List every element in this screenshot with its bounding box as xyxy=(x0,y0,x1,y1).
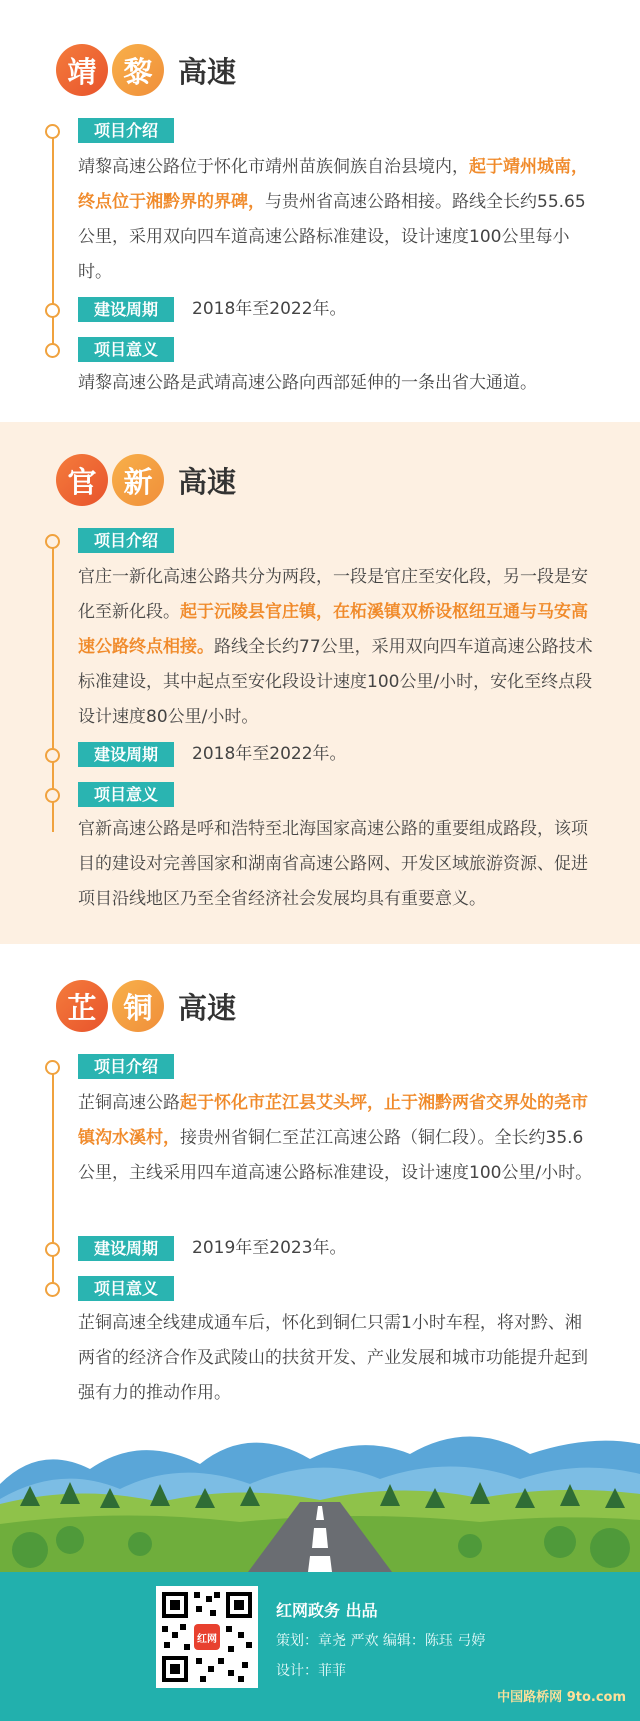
section-title xyxy=(56,454,236,506)
timeline-dot-icon xyxy=(45,343,60,358)
period-label: 建设周期 xyxy=(78,297,174,322)
title-char-badge: 新 xyxy=(112,454,164,506)
qr-code[interactable] xyxy=(156,1586,258,1688)
footer xyxy=(0,1572,640,1721)
section-zhitong xyxy=(0,944,640,1424)
period-value: 2019年至2023年。 xyxy=(192,1238,347,1258)
intro-text: 官庄一新化高速公路共分为两段，一段是官庄至安化段，另一段是安化至新化段。起于沅陵县官庄镇，在柘溪镇双桥设枢纽互通与马安高速公路终点相接。路线全长约77公里，采用双向四车道高速公路技术标准建设，其中起点至安化段设计速度100公里/小时，安化至终点段设计速度80公里/小时。 xyxy=(78,567,593,727)
section-guanxin xyxy=(0,422,640,944)
watermark-cn: 中国路桥网 xyxy=(497,1690,563,1705)
timeline-dot-icon xyxy=(45,124,60,139)
title-char-badge: 靖 xyxy=(56,44,108,96)
period-value: 2018年至2022年。 xyxy=(192,299,347,319)
timeline-dot-icon xyxy=(45,1242,60,1257)
section-title xyxy=(56,44,236,96)
title-suffix: 高速 xyxy=(178,54,237,89)
timeline-dot-icon xyxy=(45,748,60,763)
timeline-dot-icon xyxy=(45,1282,60,1297)
planning-credit: 策划：章尧 严欢 编辑：陈珏 弓婷 xyxy=(276,1633,486,1649)
meaning-text: 官新高速公路是呼和浩特至北海国家高速公路的重要组成路段，该项目的建设对完善国家和湖南省高速公路网、开发区域旅游资源、促进项目沿线地区乃至全省经济社会发展均具有重要意义。 xyxy=(78,819,588,909)
section-jingli xyxy=(0,0,640,422)
intro-label: 项目介绍 xyxy=(78,528,174,553)
title-suffix: 高速 xyxy=(178,464,237,499)
timeline-dot-icon xyxy=(45,534,60,549)
intro-text: 芷铜高速公路起于怀化市芷江县艾头坪，止于湘黔两省交界处的尧市镇沟水溪村，接贵州省铜仁至芷江高速公路（铜仁段）。全长约35.6公里，主线采用四车道高速公路标准建设，设计速度100公里/小时。 xyxy=(78,1093,593,1183)
meaning-text: 靖黎高速公路是武靖高速公路向西部延伸的一条出省大通道。 xyxy=(78,373,537,393)
meaning-label: 项目意义 xyxy=(78,782,174,807)
landscape-illustration xyxy=(0,1424,640,1572)
qr-badge-text: 红网 xyxy=(197,1634,217,1645)
producer-credit: 红网政务 出品 xyxy=(276,1601,378,1620)
intro-label: 项目介绍 xyxy=(78,1054,174,1079)
intro-text: 靖黎高速公路位于怀化市靖州苗族侗族自治县境内，起于靖州城南，终点位于湘黔界的界碑，与贵州省高速公路相接。路线全长约55.65公里，采用双向四车道高速公路标准建设，设计速度100公里每小时。 xyxy=(78,157,588,282)
title-suffix: 高速 xyxy=(178,990,237,1025)
timeline-dot-icon xyxy=(45,303,60,318)
period-label: 建设周期 xyxy=(78,1236,174,1261)
meaning-label: 项目意义 xyxy=(78,337,174,362)
section-title xyxy=(56,980,236,1032)
timeline-dot-icon xyxy=(45,788,60,803)
watermark xyxy=(497,1686,626,1705)
title-char-badge: 官 xyxy=(56,454,108,506)
title-char-badge: 黎 xyxy=(112,44,164,96)
title-char-badge: 铜 xyxy=(112,980,164,1032)
meaning-text: 芷铜高速全线建成通车后，怀化到铜仁只需1小时车程，将对黔、湘两省的经济合作及武陵山的扶贫开发、产业发展和城市功能提升起到强有力的推动作用。 xyxy=(78,1313,588,1403)
watermark-site: 9to.com xyxy=(566,1690,626,1705)
timeline-dot-icon xyxy=(45,1060,60,1075)
intro-label: 项目介绍 xyxy=(78,118,174,143)
design-credit: 设计：菲菲 xyxy=(276,1663,346,1679)
landscape-svg xyxy=(0,1424,640,1572)
meaning-label: 项目意义 xyxy=(78,1276,174,1301)
period-label: 建设周期 xyxy=(78,742,174,767)
title-char-badge: 芷 xyxy=(56,980,108,1032)
period-value: 2018年至2022年。 xyxy=(192,744,347,764)
